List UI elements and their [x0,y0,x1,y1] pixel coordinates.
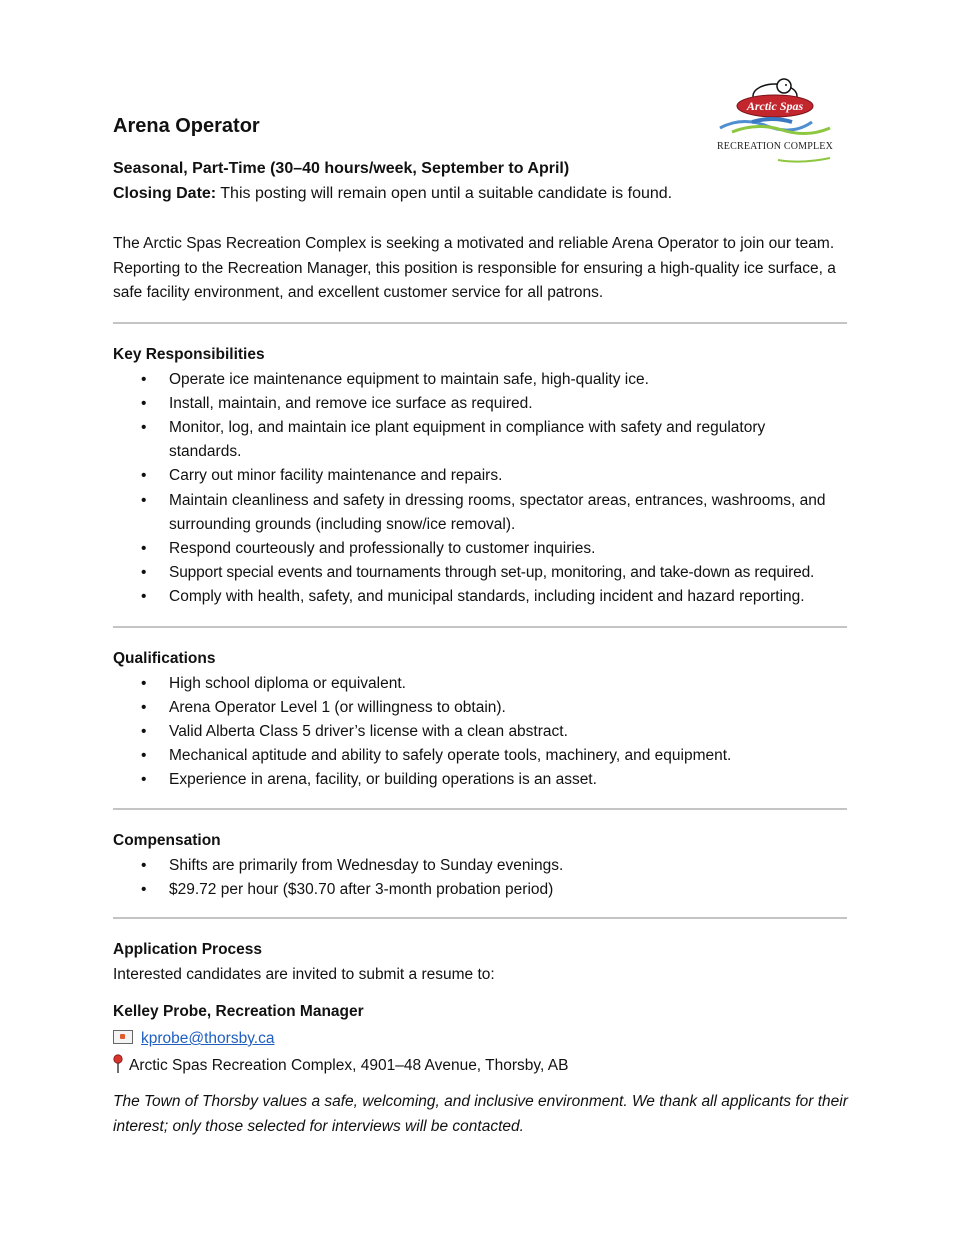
closing-date-line [113,182,847,207]
logo-subtitle: RECREATION COMPLEX [716,141,834,152]
bullet-icon: • [141,747,147,765]
bullet-icon: • [141,674,147,692]
list-item: • Experience in arena, facility, or building operations is an asset. [113,768,853,792]
bullet-icon: • [141,722,147,740]
compensation-section [113,829,853,902]
contact-name: Kelley Probe, Recreation Manager [113,1003,364,1020]
bullet-icon: • [141,698,147,716]
bullet-icon: • [141,394,147,412]
list-item: • Shifts are primarily from Wednesday to Sunday evenings. [113,854,853,878]
logo-graphic [712,76,838,166]
list-item: • Mechanical aptitude and ability to safely operate tools, machinery, and equipment. [113,744,853,768]
responsibilities-list [113,368,853,610]
list-item: • Maintain cleanliness and safety in dressing rooms, spectator areas, entrances, washrooms, and surrounding grounds (including snow/ice removal). [113,489,853,537]
bullet-icon: • [141,564,147,582]
list-item: • Arena Operator Level 1 (or willingness to obtain). [113,696,853,720]
bullet-icon: • [141,856,147,874]
closing-date-text: This posting will remain open until a suitable candidate is found. [216,184,673,202]
list-item: • Support special events and tournaments through set-up, monitoring, and take-down as required. [113,561,853,585]
list-item: • High school diploma or equivalent. [113,672,853,696]
contact-address-row [113,1054,853,1078]
qualifications-section [113,647,853,793]
section-divider [113,322,847,324]
closing-statement: The Town of Thorsby values a safe, welcoming, and inclusive environment. We thank all applicants for their interest; only those selected for interviews will be contacted. [113,1093,848,1135]
section-divider [113,917,847,919]
schedule-line: Seasonal, Part-Time (30–40 hours/week, September to April) [113,160,570,177]
location-pin-icon [113,1054,123,1074]
list-item: • Operate ice maintenance equipment to maintain safe, high-quality ice. [113,368,853,392]
application-heading: Application Process [113,941,263,958]
bullet-icon: • [141,880,147,898]
application-section [113,938,853,987]
svg-text:Arctic Spas: Arctic Spas [746,99,804,113]
application-text: Interested candidates are invited to submit a resume to: [113,965,495,983]
email-link[interactable]: kprobe@thorsby.ca [141,1030,275,1047]
job-summary [113,157,847,206]
responsibilities-heading: Key Responsibilities [113,346,265,363]
page-title: Arena Operator [113,115,260,137]
closing-date-label: Closing Date: [113,184,217,202]
list-item: • Comply with health, safety, and municipal standards, including incident and hazard reporting. [113,585,853,609]
compensation-list [113,854,853,902]
list-item: • Valid Alberta Class 5 driver’s license with a clean abstract. [113,720,853,744]
responsibilities-section [113,343,853,610]
section-divider [113,808,847,810]
bullet-icon: • [141,588,147,606]
contact-email-row [113,1027,853,1051]
list-item: • Monitor, log, and maintain ice plant equipment in compliance with safety and regulatory standards. [113,416,853,464]
contact-block [113,1000,853,1078]
bullet-icon: • [141,491,147,509]
section-divider [113,626,847,628]
list-item: • Install, maintain, and remove ice surface as required. [113,392,853,416]
contact-address: Arctic Spas Recreation Complex, 4901–48 Avenue, Thorsby, AB [129,1057,569,1074]
qualifications-heading: Qualifications [113,650,216,667]
qualifications-list [113,672,853,793]
intro-paragraph: The Arctic Spas Recreation Complex is seeking a motivated and reliable Arena Operator to join our team. Reporting to the Recreation Manager, this position is responsible for ensuring a high-quality ice surface, a safe facility environment, and excellent customer service for all patrons. [113,235,836,301]
email-icon [113,1030,133,1044]
bullet-icon: • [141,771,147,789]
list-item: • Carry out minor facility maintenance and repairs. [113,464,853,488]
bullet-icon: • [141,370,147,388]
bullet-icon: • [141,467,147,485]
bullet-icon: • [141,418,147,436]
list-item: • Respond courteously and professionally to customer inquiries. [113,537,853,561]
list-item: • $29.72 per hour ($30.70 after 3-month probation period) [113,878,853,902]
bullet-icon: • [141,539,147,557]
compensation-heading: Compensation [113,832,221,849]
